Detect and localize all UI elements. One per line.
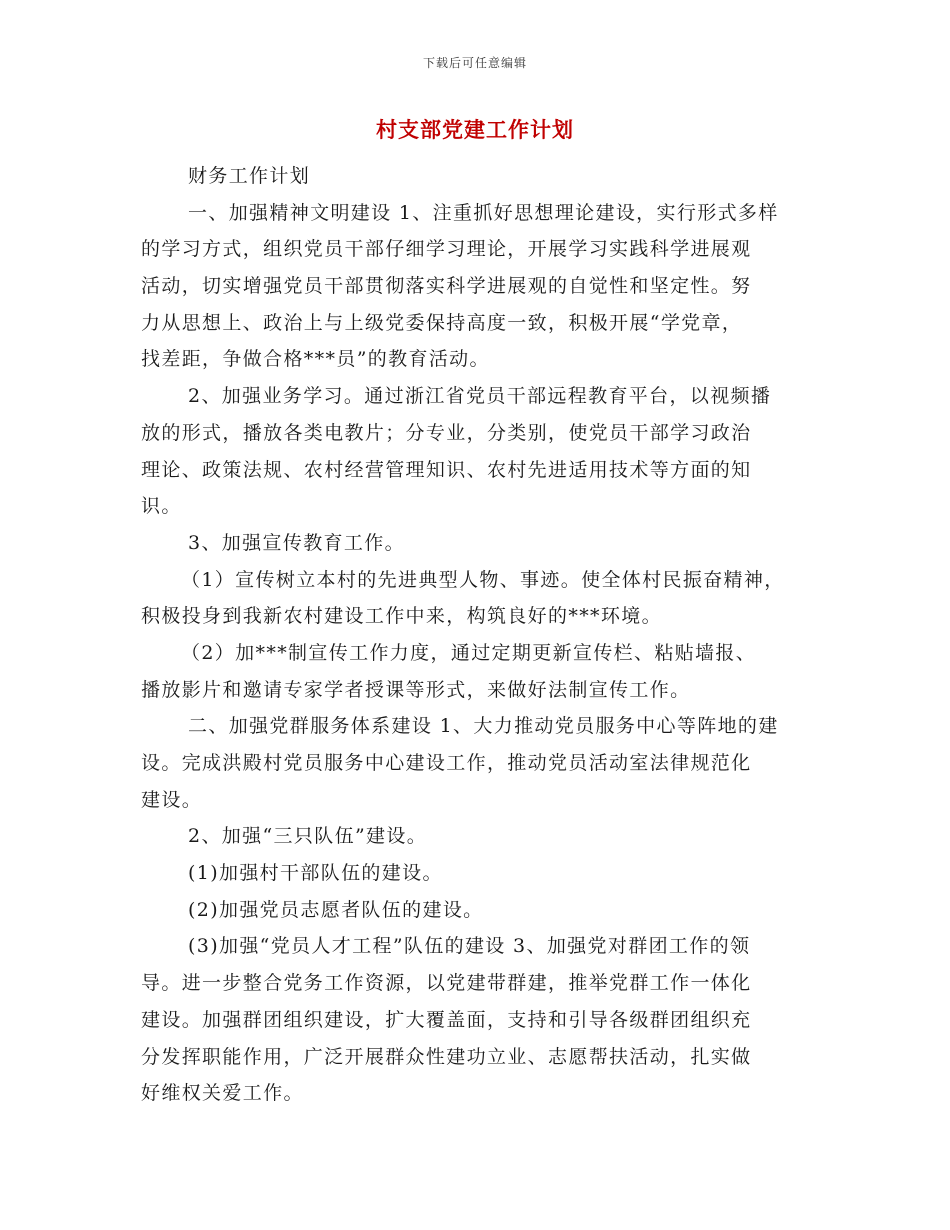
paragraph-line: 设。完成洪殿村党员服务中心建设工作，推动党员活动室法律规范化 [141, 752, 752, 774]
paragraph-line: 识。 [141, 495, 182, 518]
paragraph-line: 找差距，争做合格***员”的教育活动。 [141, 348, 490, 371]
paragraph-line: 好维权关爱工作。 [141, 1082, 304, 1105]
paragraph-line: (3)加强“党员人才工程”队伍的建设 3、加强党对群团工作的领 [188, 935, 751, 958]
paragraph-line: 放的形式，播放各类电教片；分专业，分类别，使党员干部学习政治 [141, 421, 752, 444]
paragraph-line: 3、加强宣传教育工作。 [188, 531, 405, 554]
paragraph-line: 播放影片和邀请专家学者授课等形式，来做好法制宣传工作。 [141, 678, 691, 701]
paragraph-line: 建设。 [141, 788, 203, 811]
paragraph-line: 理论、政策法规、农村经营管理知识、农村先进适用技术等方面的知 [141, 458, 752, 481]
paragraph-line: （2）加***制宣传工作力度，通过定期更新宣传栏、粘贴墙报、 [181, 641, 757, 664]
paragraph-line: 力从思想上、政治上与上级党委保持高度一致，积极开展“学党章， [141, 311, 743, 334]
document-body [141, 158, 821, 1112]
section-heading: 财务工作计划 [188, 165, 311, 187]
paragraph-line: 建设。加强群团组织建设，扩大覆盖面，支持和引导各级群团组织充 [141, 1008, 752, 1031]
paragraph-line: 一、加强精神文明建设 1、注重抓好思想理论建设，实行形式多样 [188, 201, 779, 224]
paragraph-line: （1）宣传树立本村的先进典型人物、事迹。使全体村民振奋精神， [181, 568, 785, 591]
paragraph-line: (1)加强村干部队伍的建设。 [188, 862, 443, 885]
paragraph-line: 导。进一步整合党务工作资源，以党建带群建，推举党群工作一体化 [141, 972, 752, 995]
paragraph-line: 二、加强党群服务体系建设 1、大力推动党员服务中心等阵地的建 [188, 715, 779, 738]
paragraph-line: 活动，切实增强党员干部贯彻落实科学进展观的自觉性和坚定性。努 [141, 275, 752, 298]
paragraph-line: 2、加强业务学习。通过浙江省党员干部远程教育平台，以视频播 [188, 385, 772, 408]
paragraph-line: 的学习方式，组织党员干部仔细学习理论，开展学习实践科学进展观 [141, 238, 752, 261]
paragraph-line: 分发挥职能作用，广泛开展群众性建功立业、志愿帮扶活动，扎实做 [141, 1045, 752, 1068]
paragraph-line: 2、加强“三只队伍”建设。 [188, 825, 428, 848]
paragraph-line: 积极投身到我新农村建设工作中来，构筑良好的***环境。 [141, 605, 662, 628]
header-note: 下载后可任意编辑 [422, 56, 527, 70]
document-title: 村支部党建工作计划 [376, 117, 574, 142]
paragraph-line: (2)加强党员志愿者队伍的建设。 [188, 898, 484, 921]
